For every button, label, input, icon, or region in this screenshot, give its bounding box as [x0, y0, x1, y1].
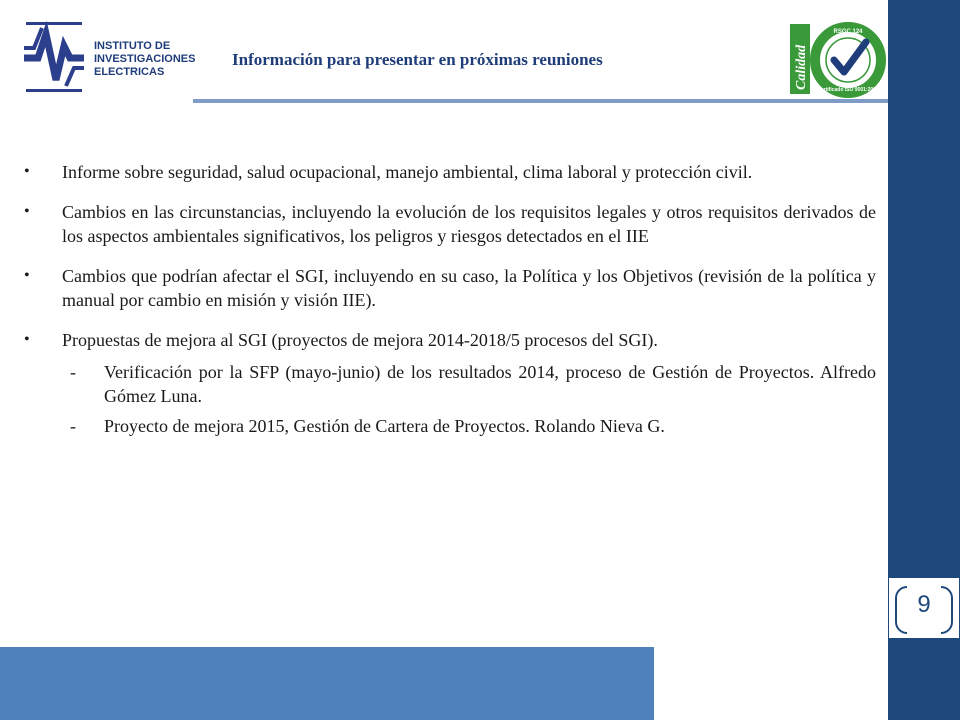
- page-number-badge: [889, 578, 959, 638]
- list-item-text: Cambios que podrían afectar el SGI, incluyendo en su caso, la Política y los Objetivos (revisión de la política y manual por cambio en misión y visión IIE).: [62, 266, 876, 310]
- list-item: [24, 160, 876, 184]
- institute-logo: [12, 10, 196, 108]
- logo-line: INVESTIGACIONES: [94, 53, 196, 65]
- bullet-icon: •: [24, 267, 30, 284]
- sub-list-item: [24, 414, 876, 438]
- bullet-icon: •: [24, 203, 30, 220]
- content-list: [24, 160, 876, 452]
- list-item-text: Informe sobre seguridad, salud ocupacional, manejo ambiental, clima laboral y protección civil.: [62, 162, 753, 182]
- dash-icon: -: [70, 362, 76, 382]
- logo-line: INSTITUTO DE: [94, 40, 171, 52]
- header-divider: [193, 99, 888, 103]
- sub-list-item: [24, 360, 876, 408]
- list-item: [24, 328, 876, 352]
- seal-bottom-text: Certificado ISO 9001:2008: [817, 87, 879, 93]
- bottom-decorative-band: [0, 647, 654, 720]
- logo-line: ELECTRICAS: [94, 66, 165, 78]
- sub-list-item-text: Proyecto de mejora 2015, Gestión de Cartera de Proyectos. Rolando Nieva G.: [104, 416, 665, 436]
- list-item: [24, 200, 876, 248]
- sub-list-item-text: Verificación por la SFP (mayo-junio) de los resultados 2014, proceso de Gestión de Proyectos. Alfredo Gómez Luna.: [104, 362, 876, 406]
- logo-text: [94, 40, 195, 79]
- iso-certification-seal-icon: [786, 18, 886, 98]
- dash-icon: -: [70, 416, 76, 436]
- seal-ribbon-text: Calidad: [794, 44, 809, 90]
- list-item-text: Cambios en las circunstancias, incluyendo la evolución de los requisitos legales y otros requisitos derivados de los aspectos ambientales significativos, los peligros y riesgos detectados en el IIE: [62, 202, 876, 246]
- iie-logo-icon: [20, 18, 88, 96]
- list-item: [24, 264, 876, 312]
- slide-title: Información para presentar en próximas reuniones: [232, 50, 603, 69]
- bullet-icon: •: [24, 331, 30, 348]
- seal-top-text: RSGC 124: [833, 29, 863, 35]
- list-item-text: Propuestas de mejora al SGI (proyectos de mejora 2014-2018/5 procesos del SGI).: [62, 330, 658, 350]
- bullet-icon: •: [24, 163, 30, 180]
- page-number: 9: [917, 591, 931, 618]
